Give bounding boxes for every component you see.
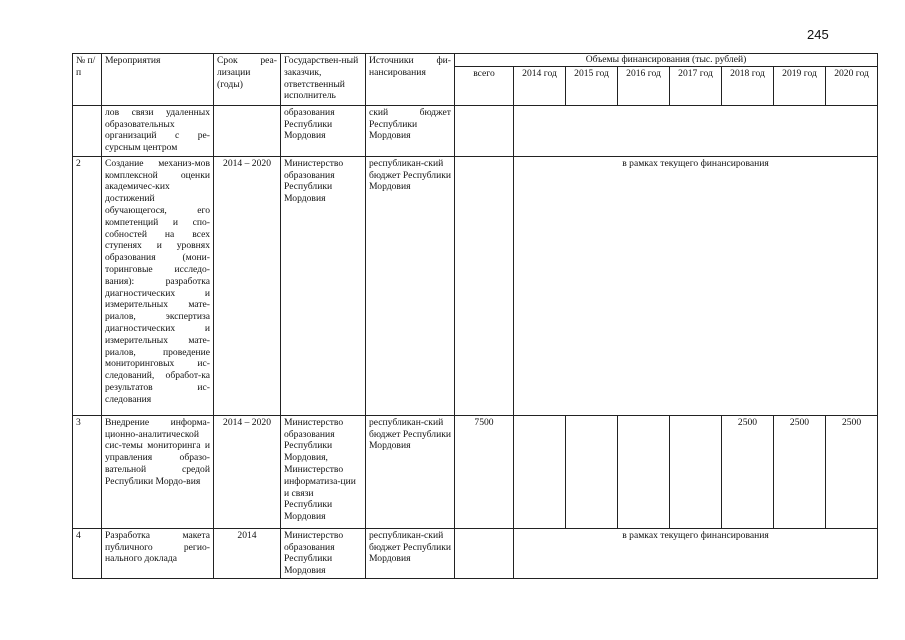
row-sources: республикан-ский бюджет Республики Мордовия [366,415,455,528]
row-period [214,105,281,156]
header-year-2017: 2017 год [670,66,722,105]
row-value-2019: 2500 [774,415,826,528]
row-period: 2014 – 2020 [214,156,281,415]
row-num: 4 [73,528,102,578]
row-value-2020: 2500 [826,415,878,528]
header-year-2020: 2020 год [826,66,878,105]
row-sources: республикан-ский бюджет Республики Мордовия [366,156,455,415]
header-year-2018: 2018 год [722,66,774,105]
table-row [73,105,878,156]
row-customer: Министерство образования Республики Мордовия [281,528,366,578]
financing-table [72,53,878,579]
header-row-1 [73,54,878,67]
header-year-2019: 2019 год [774,66,826,105]
page-number: 245 [807,27,829,42]
header-year-2015: 2015 год [566,66,618,105]
row-event: Внедрение информа-ционно-аналитической сис-темы мониторинга и управления образо-вательной средой Республики Мордо-вия [102,415,214,528]
row-note [514,105,878,156]
header-event: Мероприятия [102,54,214,106]
header-year-2014: 2014 год [514,66,566,105]
header-num: № п/п [73,54,102,106]
row-note: в рамках текущего финансирования [514,528,878,578]
header-year-total: всего [455,66,514,105]
table-row [73,528,878,578]
row-value-2018: 2500 [722,415,774,528]
row-value-total: 7500 [455,415,514,528]
table-row [73,156,878,415]
row-total [455,105,514,156]
header-customer: Государствен-ный заказчик, ответственный исполнитель [281,54,366,106]
row-num [73,105,102,156]
row-sources: республикан-ский бюджет Республики Мордовия [366,528,455,578]
row-event: Разработка макета публичного регио-нального доклада [102,528,214,578]
row-customer: образования Республики Мордовия [281,105,366,156]
row-customer: Министерство образования Республики Мордовия, Министерство информатиза-ции и связи Республики Мордовия [281,415,366,528]
row-customer: Министерство образования Республики Мордовия [281,156,366,415]
row-value-2017 [670,415,722,528]
row-sources: ский бюджет Республики Мордовия [366,105,455,156]
row-num: 2 [73,156,102,415]
header-year-2016: 2016 год [618,66,670,105]
row-value-2016 [618,415,670,528]
header-period: Срок реа-лизации (годы) [214,54,281,106]
table-row [73,415,878,528]
header-sources: Источники фи-нансирования [366,54,455,106]
row-event: лов связи удаленных образовательных организаций с ре-сурсным центром [102,105,214,156]
row-value-2014 [514,415,566,528]
header-volumes: Объемы финансирования (тыс. рублей) [455,54,878,67]
row-period: 2014 [214,528,281,578]
row-total [455,528,514,578]
row-value-2015 [566,415,618,528]
row-note: в рамках текущего финансирования [514,156,878,415]
row-num: 3 [73,415,102,528]
row-event: Создание механиз-мов комплексной оценки академичес-ких достижений обучающегося, его компетенций и спо-собностей на всех ступенях и уровнях образования (мони-торинговые исследо-вания): разработка диагностических и измерительных мате-риалов, экспертиза диагностических и измерительных мате-риалов, проведение мониторинговых ис-следований, обработ-ка результатов ис-следования [102,156,214,415]
row-total [455,156,514,415]
row-period: 2014 – 2020 [214,415,281,528]
